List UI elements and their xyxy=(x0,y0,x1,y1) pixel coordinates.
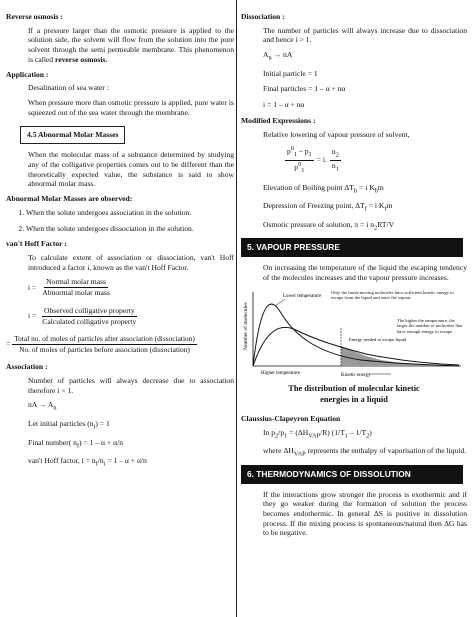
initial-particles: Initial particle = 1 xyxy=(263,68,318,78)
figure-xlabel: Kinetic energy xyxy=(341,372,371,378)
right-column xyxy=(241,8,467,543)
left-column xyxy=(6,8,234,475)
clausius-clapeyron-equation: In $p_2/p_1 = (\Delta H_{VAP}/R)$ $(1/T_1 - 1/T_2)$ xyxy=(263,427,372,440)
application-item: Desalination of sea water : xyxy=(28,83,109,93)
energy-needed-label: Energy needed to escape liquid xyxy=(349,336,407,342)
equation-colligative: i = $\frac{\text{Observed colligative property}}{\text{Calculated colligative property}}$ xyxy=(28,305,137,326)
reverse-osmosis-paragraph: If a pressure larger than the osmotic pressure is applied to the solution side, the solvent will flow from the solution into the pure solvent through the semi permeable membrane. This phenomenon is called reverse osmosis. xyxy=(28,25,234,64)
list-item: 1. When the solute undergoes association in the solution. xyxy=(26,208,234,218)
vant-hoff-paragraph: To calculate extent of association or dissociation, van't Hoff introduced a factor i, known as the van't Hoff Factor. xyxy=(28,252,234,272)
vapour-paragraph: On increasing the temperature of the liquid the escaping tendency of the molecules increases and the vapour pressure increases. xyxy=(263,263,467,282)
figure-caption: The distribution of molecular kinetic energies in a liquid xyxy=(288,384,420,405)
kinetic-energy-figure xyxy=(241,288,467,380)
column-divider xyxy=(236,0,237,617)
application-heading: Application : xyxy=(6,69,49,79)
reverse-osmosis-heading: Reverse osmosis : xyxy=(6,12,63,21)
association-heading: Association : xyxy=(6,362,48,372)
svg-text:Lower temperature: Lower temperature xyxy=(283,293,322,299)
higher-temp-label: Higher temperature xyxy=(261,370,301,376)
application-paragraph: When pressure more than osmotic pressure is applied, pure water is squeezed out of the sea water through the membrane. xyxy=(28,98,234,117)
abnormal-molar-masses-box: 4.5 Abnormal Molar Masses xyxy=(20,126,125,144)
association-initial: Let initial particles $(n_i) = 1$ xyxy=(28,418,110,431)
relative-lowering: Relative lowering of vapour pressure of solvent, xyxy=(263,129,410,139)
equation-relative-lowering: $\frac{p^0_1 - p_1}{p^0_1}$ = i. $\frac{n_2}{n_1}$ xyxy=(287,145,339,174)
association-factor: van't Hoff factor, $i = n_f/n_i = 1 - \alpha + \alpha/n$ xyxy=(28,456,147,468)
dissociation-heading: Dissociation : xyxy=(241,12,285,21)
observed-heading: Abnormal Molar Masses are observed: xyxy=(6,194,133,204)
association-final: Final number( $n_f) = 1 - \alpha + \alpha/n$ xyxy=(28,437,123,450)
thermodynamics-banner: 6. THERMODYNAMICS OF DISSOLUTION xyxy=(241,465,463,484)
dissociation-reaction: $A_n$ → nA xyxy=(263,50,293,62)
figure-ylabel: Number of molecules xyxy=(243,302,249,350)
note-top: Only the faster-moving molecules have sufficient kinetic energy to escape from the liquid and enter the vapour. xyxy=(331,289,454,300)
equation-moles: = Total no. of moles of particles after association (dissociation) No. of moles of particles before association (dissociation) xyxy=(6,334,195,354)
osmotic-pressure: Osmotic pressure of solution, π = i $n_2RT/V$ xyxy=(263,219,395,232)
note-right: The higher the temperature, the larger the number of molecules that have enough energy to escape. xyxy=(397,317,463,334)
clausius-clapeyron-heading: Claussius-Clapeyron Equation xyxy=(241,413,341,423)
association-paragraph: Number of particles will always decrease due to association therefore i < 1. xyxy=(28,375,234,395)
vant-hoff-heading: van't Hoff Factor : xyxy=(6,239,67,249)
clausius-clapeyron-where: where $\Delta H_{VAP}$ represents the enthalpy of vaporisation of the liquid. xyxy=(263,446,467,458)
dissociation-paragraph: The number of particles will always increase due to dissociation and hence i > 1. xyxy=(263,25,467,45)
thermodynamics-paragraph: If the interactions grow stronger the process is exothermic and if they go weaker during the formation of solution the process becomes endothermic. In general ΔS is positive in dissolution process. If the mixing process is spontaneous/natural then ΔG has to be negative. xyxy=(263,489,467,538)
depression-freezing: Depression of Freezing point, $\Delta T_f = i$ $K_fm$ xyxy=(263,201,393,213)
abnormal-paragraph: When the molecular mass of a substance determined by studying any of the colligative properties comes out to be different than the theoretically expected value, the substance is said to show abnormal molar mass. xyxy=(28,150,234,189)
association-reaction: nA → $A_n$ xyxy=(28,400,57,412)
observed-list xyxy=(6,208,234,233)
elevation-boiling: Elevation of Boiling point $\Delta T_b = i$ $K_bm$ xyxy=(263,182,384,195)
list-item: 2. When the solute undergoes dissociation in the solution. xyxy=(26,224,234,234)
i-expression: i = 1 – α + nα xyxy=(263,100,305,110)
equation-normal-molar-mass: i = $\frac{\text{Normal molar mass}}{\text{Abnormal molar mass}}$ xyxy=(28,277,110,298)
vapour-pressure-banner: 5. VAPOUR PRESSURE xyxy=(241,238,463,257)
modified-heading: Modified Expressions : xyxy=(241,115,316,125)
reverse-osmosis-term: reverse osmosis. xyxy=(55,54,108,64)
final-particles: Final particles = 1 – α + nα xyxy=(263,84,346,94)
